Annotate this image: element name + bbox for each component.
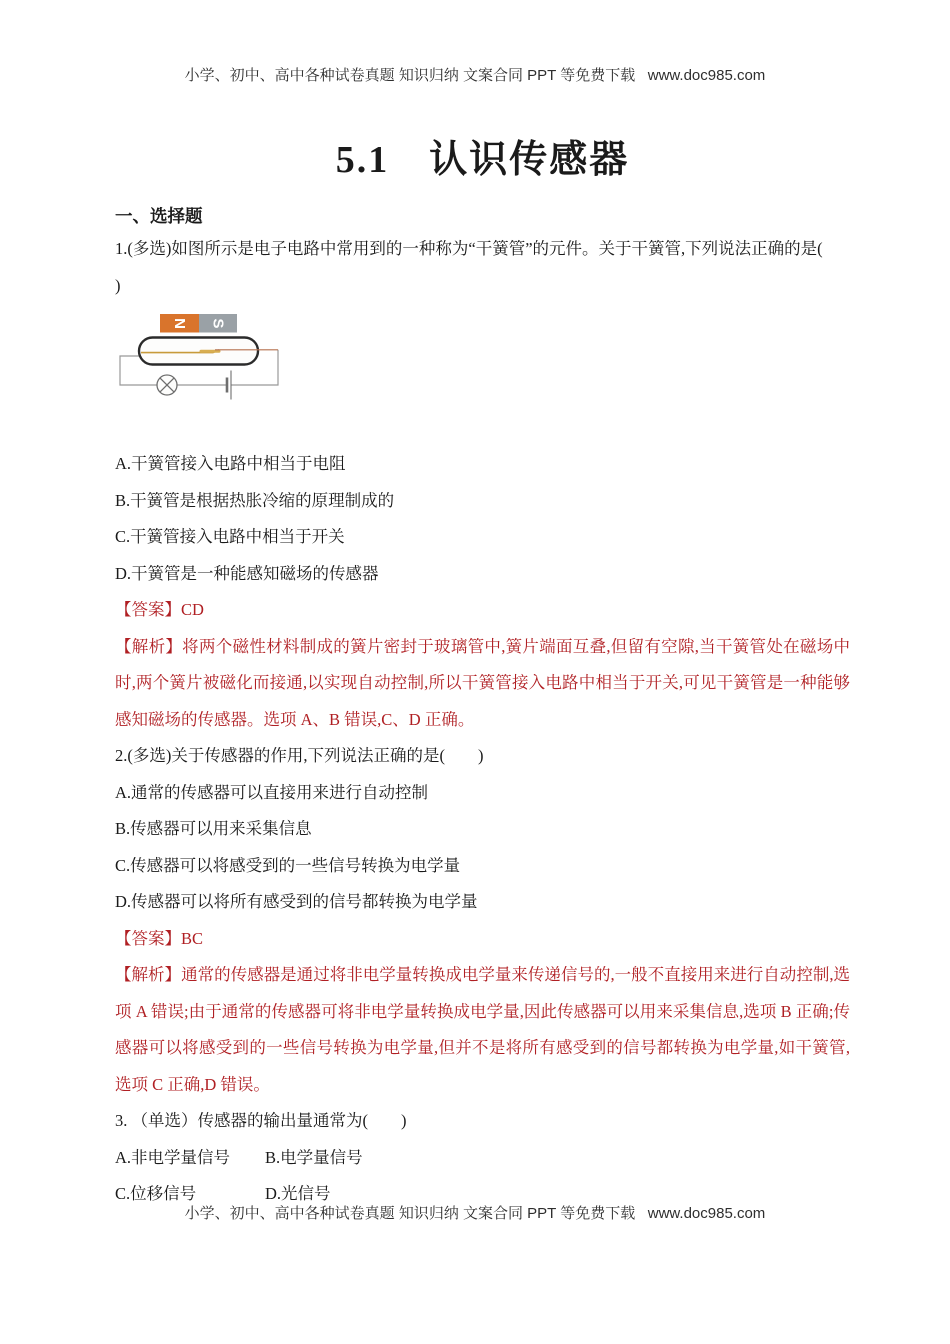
lamp-icon: [157, 375, 177, 395]
page-header: 小学、初中、高中各种试卷真题 知识归纳 文案合同 PPT 等免费下载 www.doc985.com: [184, 67, 766, 84]
q3-option-a: A.非电学量信号: [115, 1147, 231, 1167]
q1-option-b: B.干簧管是根据热胀冷缩的原理制成的: [115, 490, 395, 510]
battery-icon: [227, 371, 231, 400]
question-1: [115, 231, 850, 738]
q2-analysis: 【解析】通常的传感器是通过将非电学量转换成电学量来传递信号的,一般不直接用来进行自动控制,选项 A 错误;由于通常的传感器可将非电学量转换成电学量,因此传感器可以用来采集信息,选项 B 正确;传感器可以将感受到的一些信号转换为电学量,但并不是将所有感受到的信号都转换为电学量,如干簧管,选项 C 正确,D 错误。: [115, 965, 850, 1094]
q2-answer: 【答案】BC: [115, 928, 204, 948]
page-footer: 小学、初中、高中各种试卷真题 知识归纳 文案合同 PPT 等免费下载 www.doc985.com: [184, 1205, 766, 1222]
magnet-n-label: N: [171, 318, 188, 330]
section-heading: 一、选择题: [115, 205, 203, 226]
reed-switch-tube: [139, 338, 258, 365]
q1-option-c: C.干簧管接入电路中相当于开关: [115, 527, 345, 547]
q2-option-a: A.通常的传感器可以直接用来进行自动控制: [115, 782, 429, 802]
q3-option-d: D.光信号: [265, 1184, 331, 1204]
page-title: 5.1 认识传感器: [335, 139, 630, 181]
q1-answer: 【答案】CD: [115, 600, 204, 620]
q3-option-b: B.电学量信号: [265, 1147, 363, 1167]
q2-option-d: D.传感器可以将所有感受到的信号都转换为电学量: [115, 892, 478, 912]
q1-circuit-figure: [115, 304, 345, 416]
magnet-s-label: S: [209, 318, 227, 329]
q3-stem: 3. （单选）传感器的输出量通常为( ): [115, 1111, 407, 1131]
q1-option-d: D.干簧管是一种能感知磁场的传感器: [115, 563, 379, 583]
q1-stem-line1: 1.(多选)如图所示是电子电路中常用到的一种称为“干簧管”的元件。关于干簧管,下列说法正确的是(: [115, 239, 823, 259]
q2-option-b: B.传感器可以用来采集信息: [115, 819, 312, 839]
q3-option-c: C.位移信号: [115, 1184, 197, 1204]
reed-switch-circuit-diagram: [115, 304, 345, 416]
question-2: [115, 738, 850, 1103]
q1-option-a: A.干簧管接入电路中相当于电阻: [115, 454, 346, 474]
q1-analysis: 【解析】将两个磁性材料制成的簧片密封于玻璃管中,簧片端面互叠,但留有空隙,当干簧管处在磁场中时,两个簧片被磁化而接通,以实现自动控制,所以干簧管接入电路中相当于开关,可见干簧管是一种能够感知磁场的传感器。选项 A、B 错误,C、D 正确。: [115, 636, 850, 729]
q2-stem: 2.(多选)关于传感器的作用,下列说法正确的是( ): [115, 746, 484, 766]
q1-stem-line2: ): [115, 275, 121, 295]
q3-option-row-1: [115, 1140, 850, 1177]
q2-option-c: C.传感器可以将感受到的一些信号转换为电学量: [115, 855, 461, 875]
question-3: [115, 1103, 850, 1213]
